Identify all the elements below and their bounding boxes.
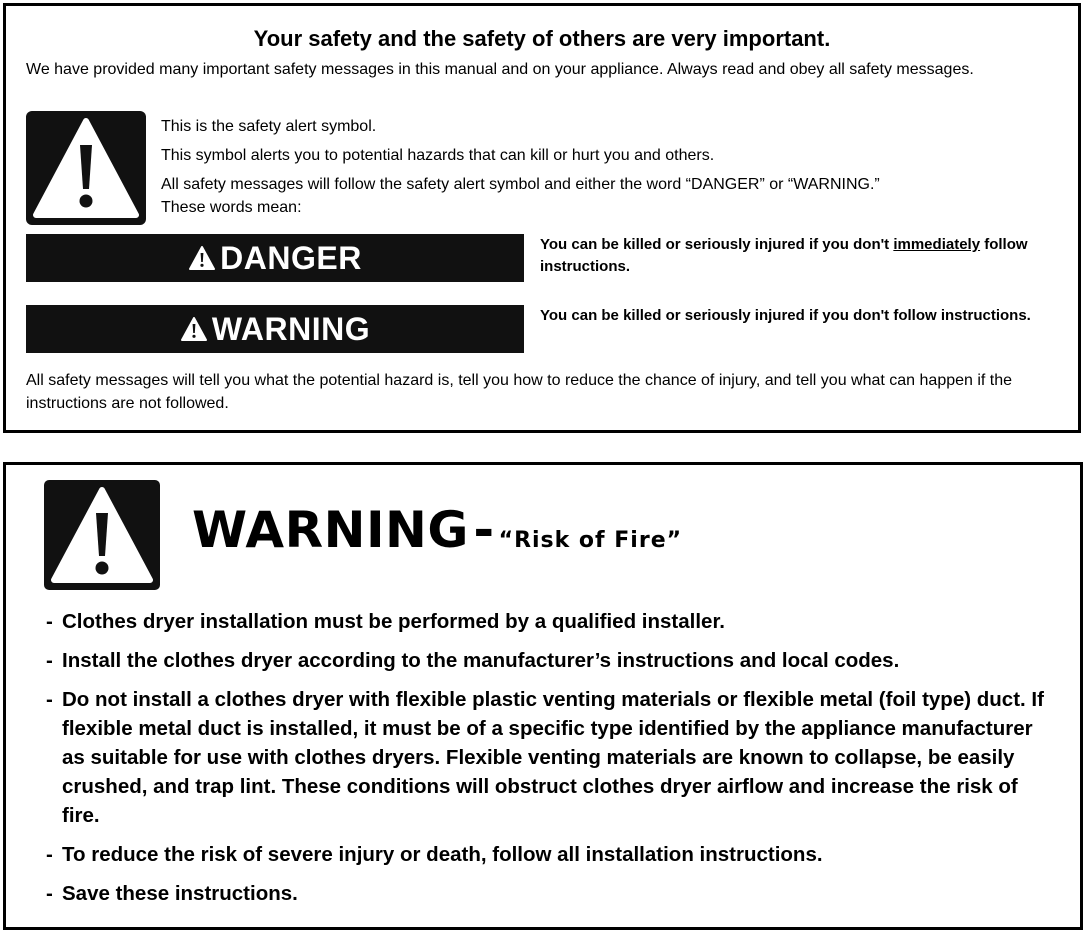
fire-warning-list — [46, 607, 1056, 918]
heading-dash: - — [473, 501, 495, 559]
list-item: - Save these instructions. — [46, 882, 298, 905]
safety-alert-icon — [44, 480, 160, 590]
safety-alert-icon-small — [188, 245, 216, 271]
list-item: - To reduce the risk of severe injury or death, follow all installation instructions. — [46, 843, 823, 866]
symbol-line-4: These words mean: — [161, 199, 302, 216]
danger-text-before: You can be killed or seriously injured if you don't — [540, 236, 894, 253]
safety-outro: All safety messages will tell you what the potential hazard is, tell you how to reduce the chance of injury, and tell you what can happen if the instructions are not followed. — [26, 372, 1013, 412]
safety-alert-icon-small — [180, 316, 208, 342]
danger-label: DANGER — [220, 239, 362, 276]
danger-text-underlined: immediately — [893, 236, 981, 253]
list-item: - Clothes dryer installation must be performed by a qualified installer. — [46, 610, 725, 633]
warning-signal-bar — [26, 305, 524, 353]
danger-text-after: follow instructions. — [540, 236, 1028, 275]
danger-meaning — [540, 234, 1070, 278]
safety-title: Your safety and the safety of others are very important. — [253, 26, 831, 51]
safety-info-box — [3, 3, 1081, 433]
symbol-line-1: This is the safety alert symbol. — [161, 118, 377, 135]
warning-meaning: You can be killed or seriously injured if you don't follow instructions. — [540, 307, 1031, 324]
list-item: - Install the clothes dryer according to the manufacturer’s instructions and local codes. — [46, 649, 900, 672]
list-item: - Do not install a clothes dryer with flexible plastic venting materials or flexible metal (foil type) duct. If flexible metal duct is installed, it must be of a specific type identified by the appliance manufacturer as suitable for use with clothes dryers. Flexible venting materials are known to collapse, be easily crushed, and trap lint. These conditions will obstruct clothes dryer airflow and increase the risk of fire. — [46, 688, 1044, 827]
risk-of-fire-subtitle: “Risk of Fire” — [498, 528, 683, 553]
danger-signal-bar — [26, 234, 524, 282]
safety-intro: We have provided many important safety messages in this manual and on your appliance. Always read and obey all safety messages. — [26, 61, 974, 78]
fire-warning-heading — [192, 501, 682, 559]
symbol-line-2: This symbol alerts you to potential hazards that can kill or hurt you and others. — [161, 147, 715, 164]
safety-alert-icon — [26, 111, 146, 225]
warning-label: WARNING — [211, 310, 371, 347]
warning-word: WARNING — [192, 501, 469, 559]
fire-warning-box — [3, 462, 1083, 930]
symbol-line-3: All safety messages will follow the safety alert symbol and either the word “DANGER” or “WARNING.” — [161, 176, 880, 193]
